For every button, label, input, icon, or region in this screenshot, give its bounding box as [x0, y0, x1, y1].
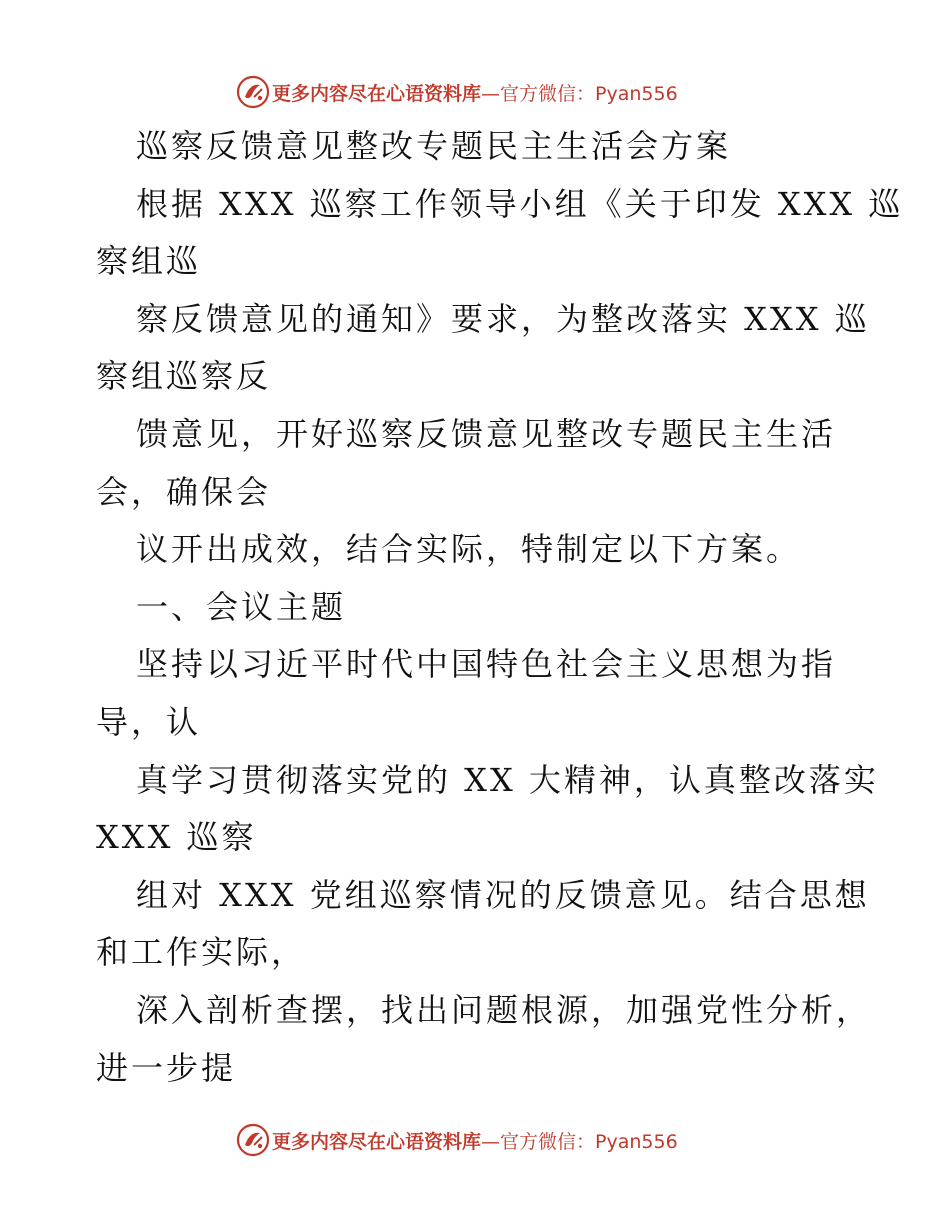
document-line: 馈意见，开好巡察反馈意见整改专题民主生活 — [136, 414, 837, 453]
footer-watermark — [236, 1120, 756, 1160]
document-line: 组对 XXX 党组巡察情况的反馈意见。结合思想 — [136, 875, 870, 914]
watermark-wechat-id: Pyan556 — [595, 1130, 678, 1153]
watermark-main: 更多内容尽在心语资料库 — [272, 1130, 482, 1153]
document-body — [96, 118, 904, 1097]
document-line: 和工作实际， — [96, 933, 307, 972]
document-line: 根据 XXX 巡察工作领导小组《关于印发 XXX 巡 — [136, 184, 904, 223]
document-line: 议开出成效，结合实际，特制定以下方案。 — [136, 530, 802, 569]
header-watermark — [236, 72, 756, 112]
document-line: 深入剖析查摆，找出问题根源，加强党性分析， — [136, 990, 872, 1029]
document-line: 真学习贯彻落实党的 XX 大精神，认真整改落实 — [136, 760, 879, 799]
document-line: 一、会议主题 — [136, 587, 347, 626]
document-line: 察组巡察反 — [96, 357, 272, 396]
document-line: 察反馈意见的通知》要求，为整改落实 XXX 巡 — [136, 299, 870, 338]
document-line: 察组巡 — [96, 242, 202, 281]
document-line: 坚持以习近平时代中国特色社会主义思想为指 — [136, 645, 837, 684]
watermark-text — [272, 79, 678, 106]
watermark-text — [272, 1127, 678, 1154]
document-line: 会，确保会 — [96, 472, 272, 511]
watermark-separator: — — [481, 82, 501, 105]
seal-logo-icon — [236, 1123, 270, 1157]
watermark-official: 官方微信： — [500, 82, 596, 105]
document-line: 导，认 — [96, 702, 202, 741]
watermark-wechat-id: Pyan556 — [595, 82, 678, 105]
seal-logo-icon — [236, 75, 270, 109]
watermark-official: 官方微信： — [500, 1130, 596, 1153]
document-line: XXX 巡察 — [96, 818, 257, 857]
document-line: 进一步提 — [96, 1048, 237, 1087]
document-line: 巡察反馈意见整改专题民主生活会方案 — [136, 127, 732, 165]
watermark-main: 更多内容尽在心语资料库 — [272, 82, 482, 105]
watermark-separator: — — [481, 1130, 501, 1153]
